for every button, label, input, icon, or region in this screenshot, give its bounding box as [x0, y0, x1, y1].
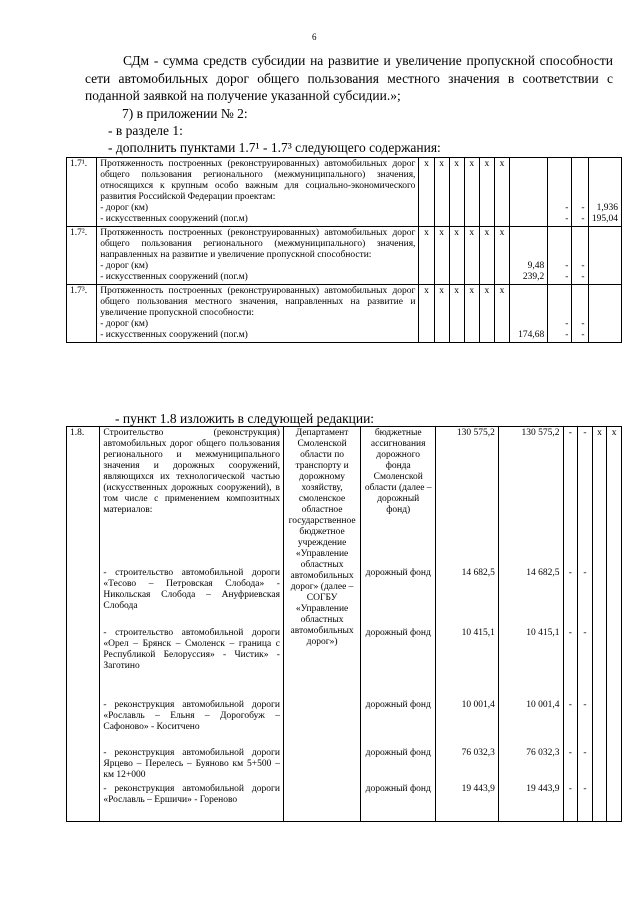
value-roads: -: [581, 261, 585, 271]
structures-label: - искусственных сооружений (пог.м): [100, 272, 248, 282]
subitem-mark: -: [568, 628, 572, 638]
row-text: [97, 158, 419, 227]
mark-cell: x: [449, 158, 464, 227]
table-row: [67, 158, 622, 227]
value-structures: 239,2: [522, 272, 545, 282]
subitem-mark: -: [583, 628, 587, 638]
subitem-text: - реконструкция автомобильной дороги Ярцево – Перелесь – Буяново км 5+500 – км 12+000: [103, 748, 280, 780]
value-roads: -: [565, 319, 569, 329]
subitem-source: дорожный фонд: [365, 628, 431, 638]
mark-main: x: [597, 428, 602, 438]
mark-cell: x: [464, 158, 479, 227]
row-number: 1.7².: [67, 227, 97, 285]
mark-main: x: [611, 428, 617, 438]
structures-label: - искусственных сооружений (пог.м): [100, 214, 248, 224]
row-number: 1.7³.: [67, 285, 97, 343]
point-1-8-heading: - пункт 1.8 изложить в следующей редакции:: [115, 411, 375, 426]
value-structures: -: [565, 272, 569, 282]
value-roads: 1,936: [596, 203, 618, 213]
year-cell: [498, 427, 563, 822]
mark-cell: x: [464, 227, 479, 285]
value-structures: [513, 214, 544, 225]
value-structures: 174,68: [518, 330, 545, 340]
mark-cell: x: [419, 158, 434, 227]
value-roads: -: [581, 203, 585, 213]
subitem-source: дорожный фонд: [365, 700, 431, 710]
subitem-text: - реконструкция автомобильной дороги «Рославль – Ершичи» - Гореново: [103, 784, 280, 805]
value-structures: -: [565, 214, 569, 224]
source-main: бюджетные ассигнования дорожного фонда Смоленской области (далее – дорожный фонд): [364, 428, 432, 515]
roads-label: - дорог (км): [100, 319, 149, 329]
subitem-text: - реконструкция автомобильной дороги «Рославль – Ельня – Дорогобуж – Сафоново» - Коситчено: [103, 700, 280, 732]
mark-cell: x: [449, 227, 464, 285]
subitem-year: 10 001,4: [526, 700, 560, 710]
total-cell: [436, 427, 499, 822]
value-structures: [592, 330, 618, 341]
intro-paragraph: СДм - сумма средств субсидии на развитие и увеличение пропускной способности сети автомобильных дорог общего пользования местного значения в соответствии с поданной заявкой на получение указанной субсидии.»;: [85, 53, 613, 103]
main-text: Строительство (реконструкция) автомобильных дорог общего пользования регионального и межмуниципального значения и дорожных сооружений, являющихся их технологической частью (искусственных дорожных сооружений), в том числе с применением композитных материалов:: [103, 428, 280, 515]
page-number: 6: [312, 32, 317, 42]
add-points-line: - дополнить пунктами 1.7¹ - 1.7³ следующего содержания:: [108, 140, 441, 155]
value-roads: [513, 203, 544, 214]
row-description: Протяженность построенных (реконструированных) автомобильных дорог общего пользования регионального (межмуниципального) значения, направленных на развитие и увеличение пропускной способности:: [100, 228, 416, 260]
mark-cell: x: [479, 227, 494, 285]
value-cell: [548, 158, 572, 227]
mark-cell: x: [434, 227, 449, 285]
mark-cell: x: [434, 158, 449, 227]
value-structures: [592, 272, 618, 283]
mark-cell: x: [434, 285, 449, 343]
value-cell: [548, 285, 572, 343]
subitem-mark: -: [583, 568, 587, 578]
value-cell: [548, 227, 572, 285]
mark-main: -: [568, 428, 572, 438]
year-main: 130 575,2: [521, 428, 560, 438]
mark-cell: [563, 427, 578, 822]
subitem-total: 76 032,3: [461, 748, 495, 758]
row-number: 1.8.: [67, 427, 100, 822]
value-cell: [588, 285, 621, 343]
value-cell: [572, 158, 588, 227]
value-cell: [572, 285, 588, 343]
item-7: 7) в приложении № 2:: [122, 106, 248, 121]
value-roads: [513, 319, 544, 330]
row-text: [97, 285, 419, 343]
subitem-year: 10 415,1: [526, 628, 560, 638]
table-row: [67, 285, 622, 343]
value-cell: [510, 285, 548, 343]
subitem-text: - строительство автомобильной дороги «Тесово – Петровская Слобода» - Никольская Слобода – Ануфриевская Слобода: [103, 568, 280, 611]
roads-label: - дорог (км): [100, 261, 149, 271]
mark-cell: x: [464, 285, 479, 343]
mark-cell: [592, 427, 607, 822]
subitem-total: 10 001,4: [461, 700, 495, 710]
value-structures: 195,04: [591, 214, 618, 224]
value-structures: -: [581, 330, 585, 340]
mark-cell: x: [449, 285, 464, 343]
section-line: - в разделе 1:: [108, 123, 183, 138]
subitem-mark: -: [583, 784, 587, 794]
row-text: [100, 427, 284, 822]
subitem-source: дорожный фонд: [365, 784, 431, 794]
row-number: 1.7¹.: [67, 158, 97, 227]
subitem-total: 14 682,5: [461, 568, 495, 578]
table-row: [67, 427, 622, 822]
value-cell: [510, 158, 548, 227]
mark-cell: x: [419, 227, 434, 285]
value-structures: -: [581, 272, 585, 282]
subitem-source: дорожный фонд: [365, 748, 431, 758]
subitem-mark: -: [568, 784, 572, 794]
value-cell: [588, 227, 621, 285]
table-point-1-8: [66, 426, 622, 822]
table-row: [67, 227, 622, 285]
subitem-mark: -: [568, 700, 572, 710]
value-cell: [510, 227, 548, 285]
roads-label: - дорог (км): [100, 203, 149, 213]
mark-cell: [578, 427, 593, 822]
executor-cell: Департамент Смоленской области по транспорту и дорожному хозяйству, смоленское областное государственное бюджетное учреждение «Управление областных автомобильных дорог» (далее – СОГБУ «Управление областных автомобильных дорог»): [283, 427, 360, 822]
subitem-year: 19 443,9: [526, 784, 560, 794]
structures-label: - искусственных сооружений (пог.м): [100, 330, 248, 340]
subitem-mark: -: [583, 700, 587, 710]
subitem-source: дорожный фонд: [365, 568, 431, 578]
subitem-mark: -: [568, 568, 572, 578]
subitem-total: 19 443,9: [461, 784, 495, 794]
subitem-mark: -: [568, 748, 572, 758]
mark-cell: x: [479, 285, 494, 343]
mark-main: -: [583, 428, 587, 438]
row-description: Протяженность построенных (реконструированных) автомобильных дорог общего пользования регионального (межмуниципального) значения, относящихся к крупным особо важным для социально-экономического развития Российской Федерации проектам:: [100, 159, 416, 202]
mark-cell: [607, 427, 622, 822]
row-description: Протяженность построенных (реконструированных) автомобильных дорог общего пользования местного значения, направленных на развитие и увеличение пропускной способности:: [100, 286, 416, 318]
subitem-year: 14 682,5: [526, 568, 560, 578]
subitem-mark: -: [583, 748, 587, 758]
value-structures: -: [565, 330, 569, 340]
subitem-total: 10 415,1: [461, 628, 495, 638]
mark-cell: x: [419, 285, 434, 343]
total-main: 130 575,2: [456, 428, 495, 438]
mark-cell: x: [494, 227, 509, 285]
value-roads: [592, 319, 618, 330]
value-cell: [572, 227, 588, 285]
mark-cell: x: [494, 285, 509, 343]
value-roads: -: [565, 261, 569, 271]
value-cell: [588, 158, 621, 227]
value-roads: -: [565, 203, 569, 213]
value-roads: [592, 261, 618, 272]
value-roads: -: [581, 319, 585, 329]
value-roads: 9,48: [527, 261, 545, 271]
subitem-text: - строительство автомобильной дороги «Орел – Брянск – Смоленск – граница с Республикой Белоруссия» - Чистик» - Заготино: [103, 628, 280, 671]
table-points-1-7: [66, 157, 622, 343]
row-text: [97, 227, 419, 285]
mark-cell: x: [479, 158, 494, 227]
source-cell: [361, 427, 436, 822]
subitem-year: 76 032,3: [526, 748, 560, 758]
value-structures: -: [581, 214, 585, 224]
mark-cell: x: [494, 158, 509, 227]
